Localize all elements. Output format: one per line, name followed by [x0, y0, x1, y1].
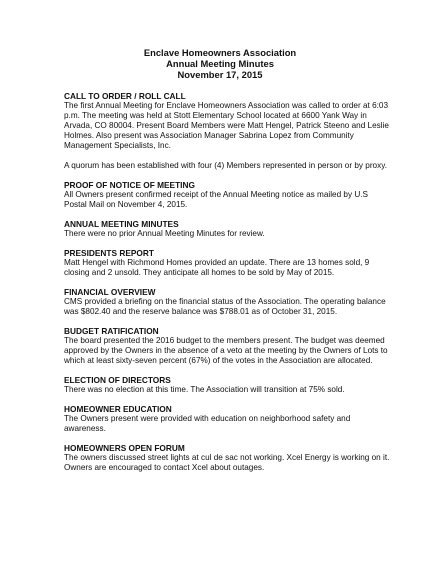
- section-paragraph: The board presented the 2016 budget to the members present. The budget was deemed approved by the Owners in the absence of a veto at the meeting by the Owners of Lots to which at least sixty-seven percent (67%) of the votes in the Association are allocated.: [64, 336, 388, 365]
- section-paragraph: A quorum has been established with four (4) Members represented in person or by proxy.: [64, 161, 387, 170]
- section-paragraph: CMS provided a briefing on the financial status of the Association. The operating balance was $802.40 and the reserve balance was $788.01 as of October 31, 2015.: [64, 297, 386, 316]
- section-paragraph: There was no election at this time. The Association will transition at 75% sold.: [64, 385, 345, 394]
- section-paragraph: The first Annual Meeting for Enclave Homeowners Association was called to order at 6:03 p.m. The meeting was held at Stott Elementary School located at 6600 Yank Way in Arvada, CO 80004. Present Board Members were Matt Hengel, Patrick Steeno and Leslie Holmes. Also present was Association Manager Sabrina Lopez from Community Management Specialists, Inc.: [64, 101, 389, 150]
- section-call-to-order: [64, 91, 392, 171]
- section-heading: HOMEOWNERS OPEN FORUM: [64, 443, 185, 453]
- section-homeowner-education: [64, 404, 392, 434]
- organization-name: Enclave Homeowners Association: [143, 47, 297, 58]
- section-heading: ELECTION OF DIRECTORS: [64, 375, 171, 385]
- section-proof-of-notice: [64, 180, 392, 210]
- paragraph-spacer: [64, 151, 392, 161]
- section-heading: PRESIDENTS REPORT: [64, 248, 154, 258]
- section-budget-ratification: [64, 326, 392, 366]
- section-paragraph: All Owners present confirmed receipt of the Annual Meeting notice as mailed by U.S Postal Mail on November 4, 2015.: [64, 190, 369, 209]
- section-open-forum: [64, 443, 392, 473]
- minutes-body: [64, 91, 392, 482]
- section-financial-overview: [64, 287, 392, 317]
- section-paragraph: Matt Hengel with Richmond Homes provided an update. There are 13 homes sold, 9 closing and 2 unsold. They anticipate all homes to be sold by May of 2015.: [64, 258, 370, 277]
- meeting-date: November 17, 2015: [177, 69, 263, 80]
- document-title: Annual Meeting Minutes: [166, 58, 274, 69]
- section-paragraph: There were no prior Annual Meeting Minutes for review.: [64, 229, 265, 238]
- section-heading: HOMEOWNER EDUCATION: [64, 404, 172, 414]
- section-paragraph: The Owners present were provided with education on neighborhood safety and awareness.: [64, 414, 351, 433]
- section-heading: BUDGET RATIFICATION: [64, 326, 159, 336]
- section-presidents-report: [64, 248, 392, 278]
- title-block: [0, 47, 440, 80]
- section-heading: CALL TO ORDER / ROLL CALL: [64, 91, 186, 101]
- section-heading: PROOF OF NOTICE OF MEETING: [64, 180, 195, 190]
- section-heading: ANNUAL MEETING MINUTES: [64, 219, 179, 229]
- section-annual-meeting-minutes: [64, 219, 392, 239]
- section-heading: FINANCIAL OVERVIEW: [64, 287, 156, 297]
- section-election-of-directors: [64, 375, 392, 395]
- section-paragraph: The owners discussed street lights at cul de sac not working. Xcel Energy is working on it. Owners are encouraged to contact Xcel about outages.: [64, 453, 390, 472]
